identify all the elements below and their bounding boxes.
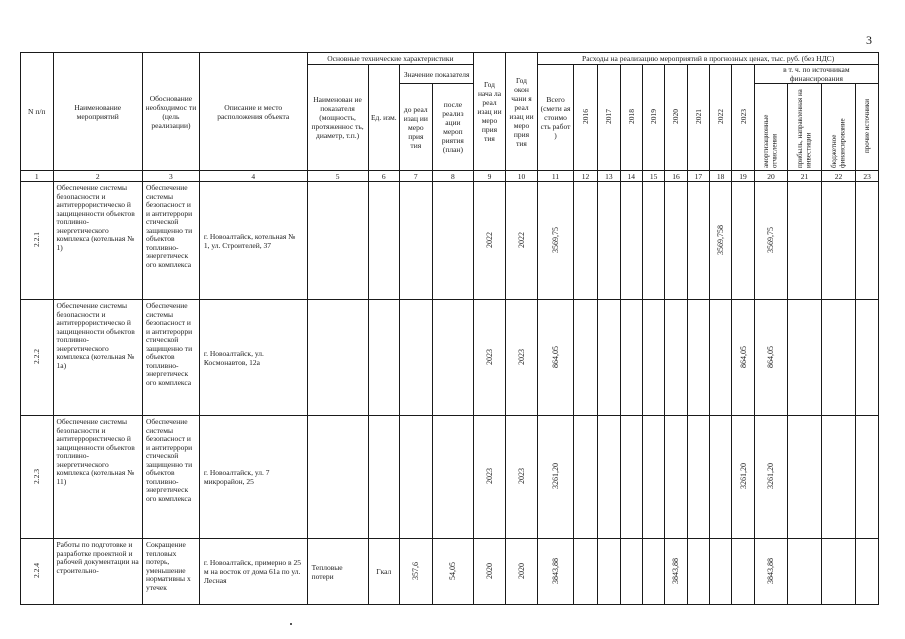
row-number: 2.2.1 <box>32 232 42 247</box>
header-tech-value-group: Значение показателя <box>403 69 470 79</box>
year-start: 2022 <box>484 231 494 248</box>
header-source-budget: бюджетное финансирование <box>830 118 847 168</box>
header-tech-after: после реализ ации мероп риятия (план) <box>441 100 464 154</box>
source-other-cell <box>856 300 879 416</box>
object-description-cell: г. Новоалтайск, ул. Космонавтов, 12а <box>199 300 307 416</box>
header-year-2018: 2018 <box>626 109 636 124</box>
col-number: 15 <box>642 171 664 182</box>
header-year-start: Год нача ла реал изац ии меро прия тия <box>477 80 502 143</box>
header-descr: Описание и место расположения объекта <box>217 102 290 121</box>
cost-2022-cell <box>710 416 732 539</box>
cost-2023-cell <box>732 300 754 416</box>
source-amort-cell <box>754 539 788 605</box>
year-end: 2023 <box>516 348 526 365</box>
year-start-cell <box>474 416 506 539</box>
value-after-cell <box>432 300 474 416</box>
header-year-2019: 2019 <box>649 109 659 124</box>
cost-2020-cell <box>665 300 687 416</box>
year-start-cell <box>474 182 506 300</box>
col-number: 6 <box>368 171 400 182</box>
tech-unit-cell: Гкал <box>368 539 400 605</box>
total-cost-cell <box>538 416 574 539</box>
measure-basis-cell: Обеспечение системы безопасност и и антитерорри стической защищенно ти объектов топливно-энергетическ ого комплекса <box>142 300 199 416</box>
header-year-2016: 2016 <box>581 109 590 124</box>
row-number-cell <box>21 300 54 416</box>
cost-2019-cell <box>642 416 664 539</box>
cost-2023: 864,05 <box>738 345 748 368</box>
year-start: 2023 <box>484 348 494 365</box>
header-costs-group: Расходы на реализацию мероприятий в прогнозных ценах, тыс. руб. (без НДС) <box>582 54 835 63</box>
col-number: 22 <box>821 171 856 182</box>
cost-2018-cell <box>620 300 642 416</box>
year-end: 2020 <box>516 562 526 579</box>
row-number: 2.2.4 <box>32 563 42 578</box>
source-amort-cell <box>754 300 788 416</box>
value-after-cell <box>432 539 474 605</box>
cost-2023-cell <box>732 182 754 300</box>
cost-2022: 3569,758 <box>716 224 726 255</box>
source-amort: 864,05 <box>766 345 776 368</box>
measure-name-cell: Обеспечение системы безопасности и антитеррористическо й защищенности объектов топливно-энергетического комплекса (котельная № 11) <box>53 416 142 539</box>
year-end: 2022 <box>516 231 526 248</box>
total-cost-cell <box>538 300 574 416</box>
value-after-cell <box>432 416 474 539</box>
cost-2016-cell <box>573 300 597 416</box>
total-cost: 3569,75 <box>551 226 561 253</box>
year-start-cell <box>474 539 506 605</box>
year-start: 2020 <box>484 562 494 579</box>
measure-basis-cell: Сокращение тепловых потерь, уменьшение нормативны х утечек <box>142 539 199 605</box>
cost-2017-cell <box>598 539 620 605</box>
col-number: 14 <box>620 171 642 182</box>
header-num: N п/п <box>28 107 46 116</box>
cost-2019-cell <box>642 300 664 416</box>
cost-2020: 3843,88 <box>671 557 681 584</box>
header-year-2023: 2023 <box>738 109 748 124</box>
cost-2021-cell <box>687 539 709 605</box>
value-after: 54,05 <box>448 561 458 580</box>
cost-2018-cell <box>620 416 642 539</box>
col-number: 1 <box>21 171 54 182</box>
value-before-cell <box>400 416 433 539</box>
cost-2021-cell <box>687 182 709 300</box>
cost-2017-cell <box>598 300 620 416</box>
col-number: 10 <box>505 171 538 182</box>
col-number: 16 <box>665 171 687 182</box>
header-year-2021: 2021 <box>693 109 703 124</box>
col-number: 7 <box>400 171 433 182</box>
header-sources-group: в т. ч. по источникам финансирования <box>783 65 850 83</box>
col-number: 13 <box>598 171 620 182</box>
source-amort: 3569,75 <box>766 226 776 253</box>
header-tech-name: Наименован ие показателя (мощность, протяженнос ть, диаметр, т.п.) <box>311 95 364 140</box>
measure-name-cell: Работы по подготовке и разработке проектной и рабочей документации на строительно- <box>53 539 142 605</box>
cost-2019-cell <box>642 539 664 605</box>
cost-2017-cell <box>598 416 620 539</box>
measure-name-cell: Обеспечение системы безопасности и антитеррористическо й защищенности объектов топливно-энергетического комплекса (котельная № 1а) <box>53 300 142 416</box>
value-before-cell <box>400 300 433 416</box>
cost-2023-cell <box>732 416 754 539</box>
cost-2022-cell <box>710 300 732 416</box>
cost-2021-cell <box>687 416 709 539</box>
header-tech-before: до реал изац ии меро прия тия <box>403 104 428 150</box>
object-description-cell: г. Новоалтайск, котельная № 1, ул. Строителей, 37 <box>199 182 307 300</box>
cost-2018-cell <box>620 182 642 300</box>
cost-2021-cell <box>687 300 709 416</box>
cost-2018-cell <box>620 539 642 605</box>
header-tech-unit: Ед. изм. <box>370 113 397 122</box>
object-description-cell: г. Новоалтайск, примерно в 25 м на восток от дома 61а по ул. Лесная <box>199 539 307 605</box>
tech-indicator-name-cell <box>307 416 368 539</box>
year-start: 2023 <box>484 468 494 484</box>
col-number: 3 <box>142 171 199 182</box>
cost-2023: 3261,20 <box>738 463 748 489</box>
col-number: 17 <box>687 171 709 182</box>
tech-indicator-name-cell <box>307 182 368 300</box>
header-year-2022: 2022 <box>716 109 726 124</box>
cost-2022-cell <box>710 182 732 300</box>
header-source-profit: прибыль, направленная на инвестиции <box>796 89 813 168</box>
cost-2017-cell <box>598 182 620 300</box>
header-basis: Обоснование необходимос ти (цель реализации) <box>145 93 197 130</box>
table-row <box>21 300 879 416</box>
tech-unit-cell <box>368 416 400 539</box>
col-number: 19 <box>732 171 754 182</box>
measure-name-cell: Обеспечение системы безопасности и антитеррористическо й защищенности объектов топливно-энергетического комплекса (котельная № 1) <box>53 182 142 300</box>
header-tech-group: Основные технические характеристики <box>327 54 454 63</box>
col-number: 5 <box>307 171 368 182</box>
measure-basis-cell: Обеспечение системы безопасност и и антитеррори стической защищенно ти объектов топливно-энергетическ ого комплекса <box>142 182 199 300</box>
total-cost: 864,05 <box>551 345 561 368</box>
tech-unit-cell <box>368 182 400 300</box>
col-number: 18 <box>710 171 732 182</box>
row-number: 2.2.3 <box>32 468 42 484</box>
source-other-cell <box>856 182 879 300</box>
col-number: 20 <box>754 171 788 182</box>
year-start-cell <box>474 300 506 416</box>
value-before-cell <box>400 182 433 300</box>
cost-2020-cell <box>665 182 687 300</box>
year-end: 2023 <box>516 468 526 484</box>
tech-indicator-name-cell: Тепловые потери <box>307 539 368 605</box>
table-row <box>21 539 879 605</box>
source-profit-cell <box>788 539 822 605</box>
source-amort-cell <box>754 416 788 539</box>
col-number: 4 <box>199 171 307 182</box>
source-amort: 3843,88 <box>766 557 776 584</box>
col-number: 21 <box>788 171 822 182</box>
cost-2016-cell <box>573 416 597 539</box>
header-name: Наименование мероприятий <box>74 102 122 121</box>
row-number: 2.2.2 <box>32 349 42 364</box>
header-year-2020: 2020 <box>671 109 681 124</box>
object-description-cell: г. Новоалтайск, ул. 7 микрорайон, 25 <box>199 416 307 539</box>
year-end-cell <box>505 300 538 416</box>
value-before: 357,6 <box>411 561 421 580</box>
source-amort-cell <box>754 182 788 300</box>
cost-2016-cell <box>573 182 597 300</box>
source-amort: 3261,20 <box>766 463 776 489</box>
value-before-cell <box>400 539 433 605</box>
year-end-cell <box>505 182 538 300</box>
row-number-cell <box>21 182 54 300</box>
source-profit-cell <box>788 182 822 300</box>
source-budget-cell <box>821 300 856 416</box>
row-number-cell <box>21 416 54 539</box>
investment-program-table <box>20 52 879 605</box>
value-after-cell <box>432 182 474 300</box>
row-number-cell <box>21 539 54 605</box>
header-year-end: Год окон чани я реал изац ии меро прия тия <box>509 75 534 148</box>
total-cost: 3843,88 <box>551 557 561 584</box>
source-budget-cell <box>821 539 856 605</box>
cost-2020-cell <box>665 539 687 605</box>
page-number: 3 <box>866 33 872 47</box>
col-number: 9 <box>474 171 506 182</box>
year-end-cell <box>505 539 538 605</box>
scan-speck <box>290 623 292 625</box>
source-budget-cell <box>821 182 856 300</box>
source-profit-cell <box>788 416 822 539</box>
cost-2022-cell <box>710 539 732 605</box>
column-numbers-row <box>21 171 879 182</box>
header-source-amort: амортизационные отчисления <box>762 114 779 168</box>
tech-indicator-name-cell <box>307 300 368 416</box>
source-profit-cell <box>788 300 822 416</box>
total-cost-cell <box>538 539 574 605</box>
cost-2023-cell <box>732 539 754 605</box>
source-budget-cell <box>821 416 856 539</box>
header-total: Всего (смети ая стоимо сть работ ) <box>540 95 571 140</box>
header-source-other: прочие источники <box>862 99 871 153</box>
col-number: 11 <box>538 171 574 182</box>
col-number: 23 <box>856 171 879 182</box>
tech-unit-cell <box>368 300 400 416</box>
year-end-cell <box>505 416 538 539</box>
table-row <box>21 182 879 300</box>
table-row <box>21 416 879 539</box>
cost-2019-cell <box>642 182 664 300</box>
total-cost-cell <box>538 182 574 300</box>
total-cost: 3261,20 <box>551 463 561 489</box>
col-number: 8 <box>432 171 474 182</box>
cost-2020-cell <box>665 416 687 539</box>
source-other-cell <box>856 539 879 605</box>
cost-2016-cell <box>573 539 597 605</box>
source-other-cell <box>856 416 879 539</box>
col-number: 12 <box>573 171 597 182</box>
col-number: 2 <box>53 171 142 182</box>
measure-basis-cell: Обеспечение системы безопасност и и антитеррори стической защищенно ти объектов топливно-энергетическ ого комплекса <box>142 416 199 539</box>
header-year-2017: 2017 <box>604 109 614 124</box>
